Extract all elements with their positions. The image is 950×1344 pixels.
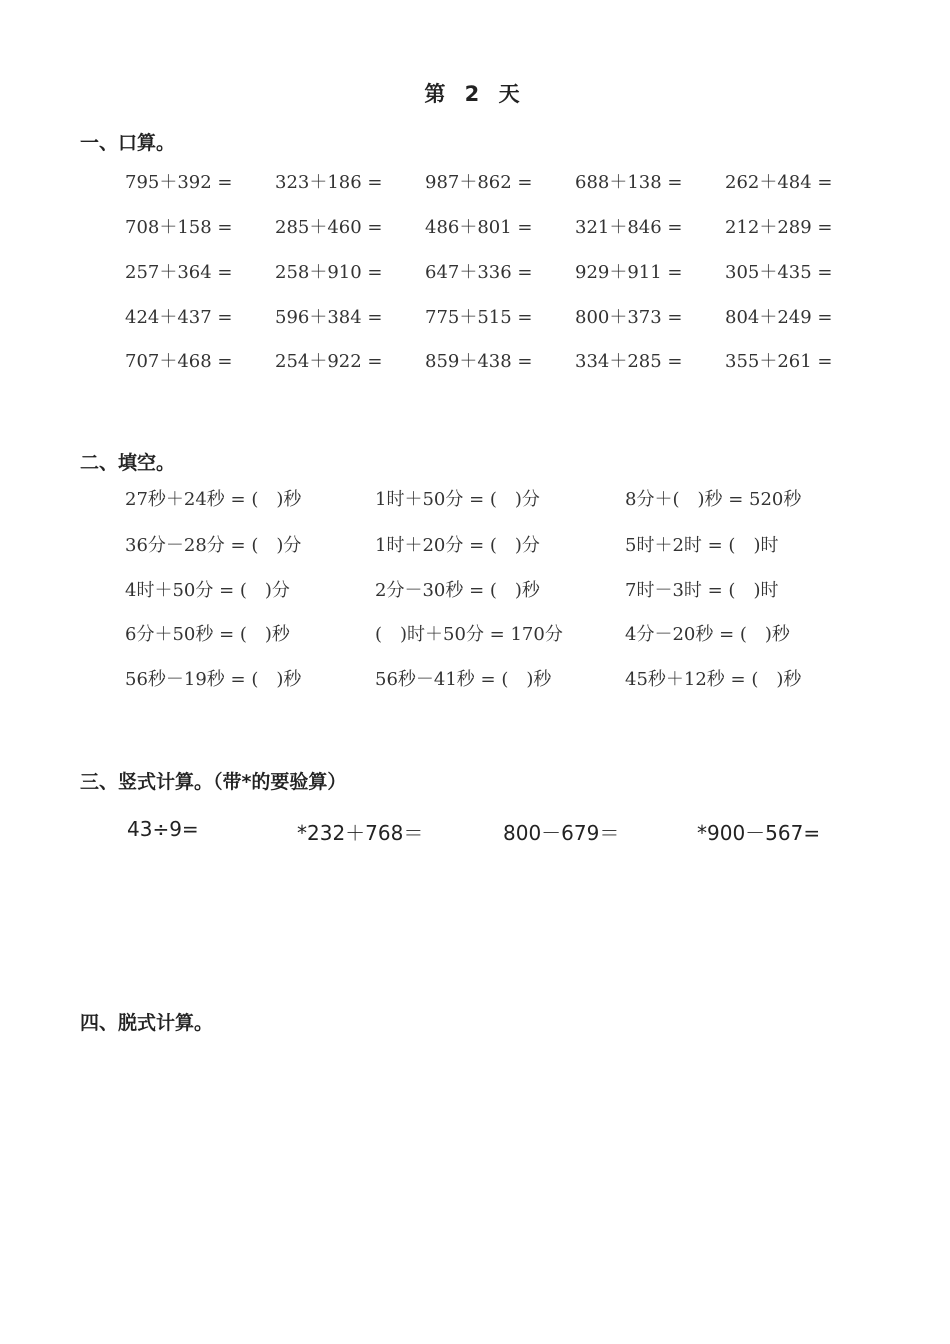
problem-item: 486＋801 = bbox=[425, 217, 533, 238]
problem-item: 804＋249 = bbox=[725, 307, 833, 328]
problem-item: 355＋261 = bbox=[725, 351, 833, 372]
problem-item: 859＋438 = bbox=[425, 351, 533, 372]
page-title: 第 2 天 bbox=[424, 82, 526, 106]
problem-item: *232＋768＝ bbox=[297, 821, 424, 845]
problem-item: 212＋289 = bbox=[725, 217, 833, 238]
problem-item: 929＋911 = bbox=[575, 262, 683, 283]
problem-item: 800－679＝ bbox=[503, 821, 620, 845]
problem-item: 800＋373 = bbox=[575, 307, 683, 328]
problem-item: 258＋910 = bbox=[275, 262, 383, 283]
problem-item: 775＋515 = bbox=[425, 307, 533, 328]
problem-item: ( )时＋50分 = 170分 bbox=[375, 624, 563, 645]
problem-item: 36分－28分 = ( )分 bbox=[125, 535, 302, 556]
section-heading-vertical-calculation: 三、竖式计算。（带*的要验算） bbox=[80, 771, 347, 793]
problem-item: 5时＋2时 = ( )时 bbox=[625, 535, 779, 556]
problem-item: 7时－3时 = ( )时 bbox=[625, 580, 779, 601]
problem-item: 1时＋20分 = ( )分 bbox=[375, 535, 540, 556]
problem-item: 56秒－41秒 = ( )秒 bbox=[375, 669, 552, 690]
section-heading-mental-arithmetic: 一、口算。 bbox=[80, 132, 176, 154]
problem-item: 2分－30秒 = ( )秒 bbox=[375, 580, 540, 601]
problem-item: 321＋846 = bbox=[575, 217, 683, 238]
problem-item: 257＋364 = bbox=[125, 262, 233, 283]
problem-item: 596＋384 = bbox=[275, 307, 383, 328]
problem-item: *900－567= bbox=[697, 821, 821, 845]
problem-item: 424＋437 = bbox=[125, 307, 233, 328]
problem-item: 56秒－19秒 = ( )秒 bbox=[125, 669, 302, 690]
problem-item: 334＋285 = bbox=[575, 351, 683, 372]
problem-item: 647＋336 = bbox=[425, 262, 533, 283]
problem-item: 43÷9= bbox=[127, 817, 199, 841]
problem-item: 27秒＋24秒 = ( )秒 bbox=[125, 489, 302, 510]
problem-item: 6分＋50秒 = ( )秒 bbox=[125, 624, 290, 645]
problem-item: 987＋862 = bbox=[425, 172, 533, 193]
problem-item: 254＋922 = bbox=[275, 351, 383, 372]
section-heading-fill-in: 二、填空。 bbox=[80, 452, 176, 474]
problem-item: 795＋392 = bbox=[125, 172, 233, 193]
problem-item: 4时＋50分 = ( )分 bbox=[125, 580, 290, 601]
problem-item: 707＋468 = bbox=[125, 351, 233, 372]
problem-item: 1时＋50分 = ( )分 bbox=[375, 489, 540, 510]
section-heading-step-calculation: 四、脱式计算。 bbox=[80, 1012, 214, 1034]
problem-item: 305＋435 = bbox=[725, 262, 833, 283]
problem-item: 688＋138 = bbox=[575, 172, 683, 193]
problem-item: 262＋484 = bbox=[725, 172, 833, 193]
problem-item: 4分－20秒 = ( )秒 bbox=[625, 624, 790, 645]
problem-item: 285＋460 = bbox=[275, 217, 383, 238]
problem-item: 45秒＋12秒 = ( )秒 bbox=[625, 669, 802, 690]
problem-item: 708＋158 = bbox=[125, 217, 233, 238]
problem-item: 323＋186 = bbox=[275, 172, 383, 193]
problem-item: 8分＋( )秒 = 520秒 bbox=[625, 489, 802, 510]
